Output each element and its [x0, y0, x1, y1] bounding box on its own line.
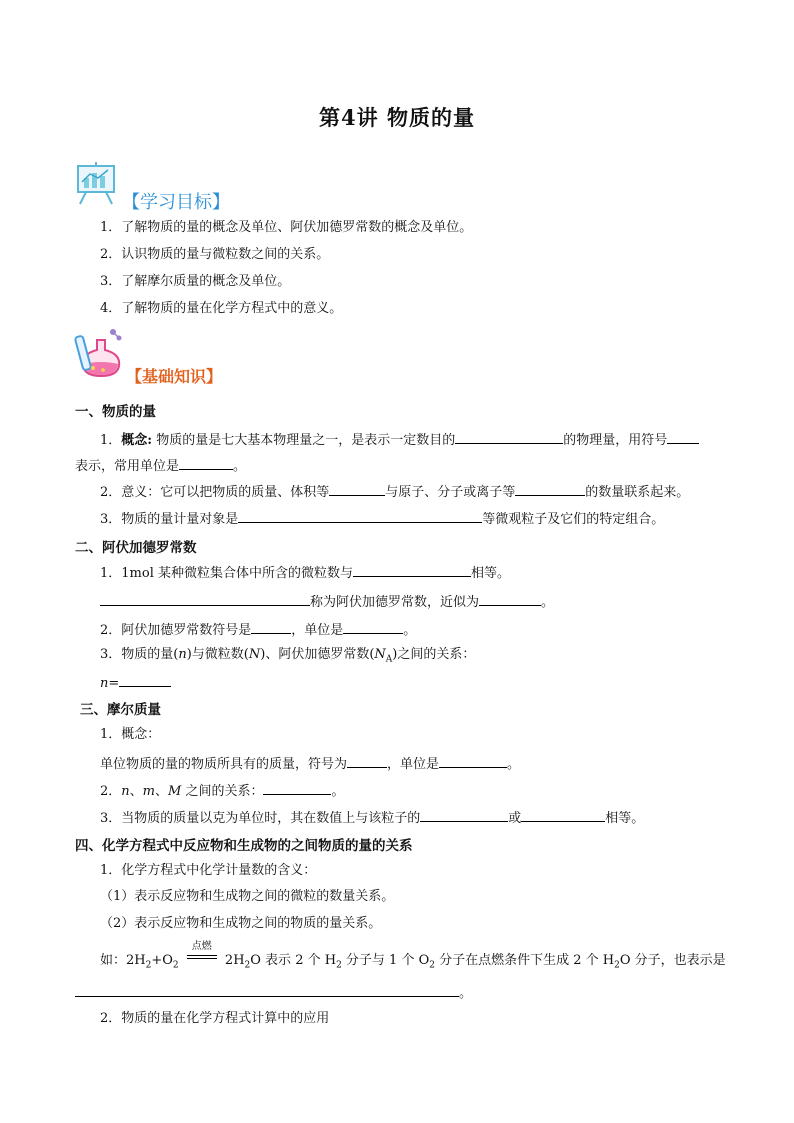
goal-item: 4．了解物质的量在化学方程式中的意义。: [100, 301, 343, 316]
fill-blank[interactable]: [238, 508, 482, 523]
fill-blank[interactable]: [343, 619, 403, 634]
paragraph: （2）表示反应物和生成物之间的物质的量关系。: [100, 916, 382, 931]
paragraph: 。: [75, 982, 472, 1003]
paragraph: 单位物质的量的物质所具有的质量，符号为 ，单位是 。: [100, 753, 520, 774]
goal-item: 2．认识物质的量与微粒数之间的关系。: [100, 247, 330, 262]
paragraph: n=: [100, 672, 171, 693]
fill-blank[interactable]: [251, 619, 291, 634]
paragraph: 1．化学方程式中化学计量数的含义：: [100, 863, 317, 878]
fill-blank[interactable]: [455, 429, 563, 444]
fill-blank[interactable]: [347, 753, 387, 768]
fill-blank[interactable]: [420, 807, 508, 822]
fill-blank[interactable]: [75, 982, 459, 997]
fill-blank[interactable]: [100, 591, 310, 606]
paragraph: 称为阿伏加德罗常数，近似为 。: [100, 591, 554, 612]
goal-item: 1．了解物质的量的概念及单位、阿伏加德罗常数的概念及单位。: [100, 220, 473, 235]
section-heading: 二、阿伏加德罗常数: [75, 540, 197, 556]
paragraph: （1）表示反应物和生成物之间的微粒的数量关系。: [100, 889, 395, 904]
fill-blank[interactable]: [667, 429, 699, 444]
equation-line: 如：$2H_2+O_2$ 点燃 $2H_2O$ 表示 2 个 $H_2$ 分子与 1 个 $O_2$ 分子在点燃条件下生成 2 个 $H_2O$ 分子，也表示是: [100, 941, 726, 971]
goal-item: 3．了解摩尔质量的概念及单位。: [100, 274, 291, 289]
fill-blank[interactable]: [263, 780, 331, 795]
paragraph: 1．概念：: [100, 727, 161, 742]
paragraph: 1．概念: 物质的量是七大基本物理量之一，是表示一定数目的 的物理量，用符号: [100, 429, 699, 450]
paragraph: 表示，常用单位是 。: [75, 455, 246, 476]
fill-blank[interactable]: [353, 562, 471, 577]
fill-blank[interactable]: [479, 591, 541, 606]
paragraph: 2．物质的量在化学方程式计算中的应用: [100, 1011, 330, 1026]
fill-blank[interactable]: [179, 455, 233, 470]
paragraph: 3．物质的量(n)与微粒数(N)、阿伏加德罗常数$(N_A)$之间的关系：: [100, 647, 476, 665]
paragraph: 2．意义：它可以把物质的质量、体积等 与原子、分子或离子等 的数量联系起来。: [100, 481, 689, 502]
whiteboard-chart-icon: [74, 160, 122, 208]
page-title: 第4讲 物质的量: [319, 105, 475, 130]
paragraph: 2．阿伏加德罗常数符号是 ，单位是 。: [100, 619, 416, 640]
fill-blank[interactable]: [515, 481, 585, 496]
fill-blank[interactable]: [119, 672, 171, 687]
flask-test-tube-icon: [73, 326, 125, 378]
paragraph: 3．当物质的质量以克为单位时，其在数值上与该粒子的 或 相等。: [100, 807, 644, 828]
paragraph: 1．1mol 某种微粒集合体中所含的微粒数与 相等。: [100, 562, 510, 583]
paragraph: 2．n、m、M 之间的关系： 。: [100, 780, 344, 801]
knowledge-banner: 【基础知识】: [126, 367, 223, 386]
section-heading: 一、物质的量: [75, 404, 156, 420]
goals-banner: 【学习目标】: [122, 192, 230, 213]
section-heading: 四、化学方程式中反应物和生成物的之间物质的量的关系: [75, 838, 413, 854]
fill-blank[interactable]: [329, 481, 385, 496]
section-heading: 三、摩尔质量: [80, 702, 161, 718]
fill-blank[interactable]: [521, 807, 605, 822]
reaction-arrow: 点燃: [187, 950, 217, 964]
paragraph: 3．物质的量计量对象是 等微观粒子及它们的特定组合。: [100, 508, 664, 529]
fill-blank[interactable]: [439, 753, 507, 768]
